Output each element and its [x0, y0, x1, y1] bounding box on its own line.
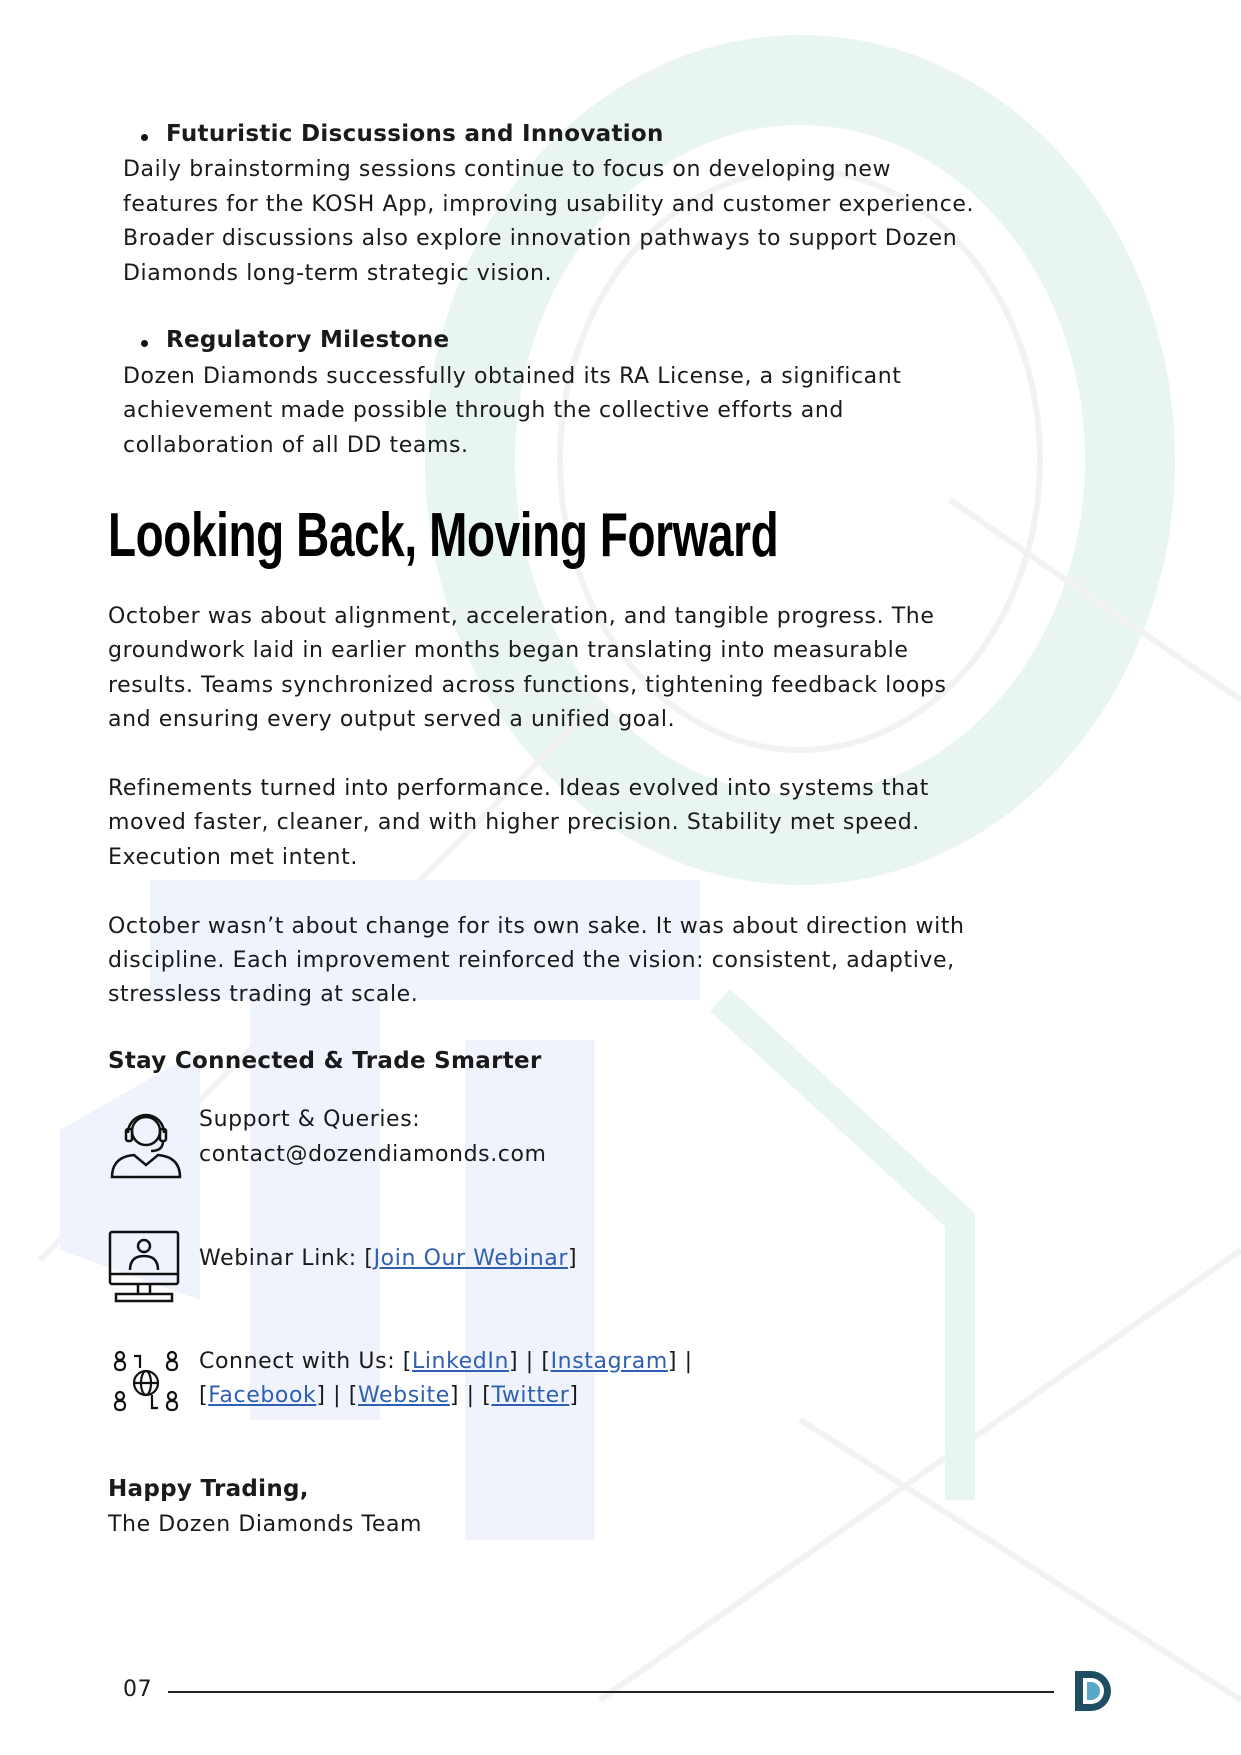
bullet-dot [141, 340, 148, 347]
paragraph-line: discipline. Each improvement reinforced the vision: consistent, adaptive, [108, 948, 955, 973]
section-heading: Regulatory Milestone [166, 327, 450, 353]
instagram-link[interactable]: Instagram [550, 1349, 668, 1374]
paragraph-line: October was about alignment, acceleration, and tangible progress. The [108, 604, 935, 629]
support-email[interactable]: contact@dozendiamonds.com [199, 1142, 547, 1167]
signoff-team: The Dozen Diamonds Team [108, 1512, 423, 1537]
webinar-label: Webinar Link: [199, 1246, 365, 1271]
website-link[interactable]: Website [357, 1383, 450, 1408]
linkedin-link[interactable]: LinkedIn [411, 1349, 509, 1374]
network-globe-icon [112, 1350, 180, 1416]
body-text: Broader discussions also explore innovation pathways to support Dozen [123, 226, 958, 251]
body-text: Diamonds long-term strategic vision. [123, 261, 553, 286]
paragraph-line: groundwork laid in earlier months began translating into measurable [108, 638, 909, 663]
webinar-link[interactable]: Join Our Webinar [373, 1246, 569, 1271]
social-row-1: Connect with Us: [LinkedIn] | [Instagram] | [199, 1349, 693, 1374]
footer-divider [168, 1691, 1054, 1693]
body-text: features for the KOSH App, improving usability and customer experience. [123, 192, 975, 217]
paragraph-line: and ensuring every output served a unified goal. [108, 707, 676, 732]
dozen-diamonds-logo-icon [1071, 1668, 1117, 1714]
bullet-dot [141, 134, 148, 141]
body-text: achievement made possible through the collective efforts and [123, 398, 844, 423]
webinar-row: Webinar Link: [Join Our Webinar] [199, 1246, 578, 1271]
signoff-greeting: Happy Trading, [108, 1476, 309, 1502]
connect-heading: Stay Connected & Trade Smarter [108, 1048, 542, 1074]
page-title: Looking Back, Moving Forward [108, 501, 779, 570]
paragraph-line: stressless trading at scale. [108, 982, 419, 1007]
headset-support-icon [108, 1107, 184, 1179]
social-label: Connect with Us: [199, 1349, 403, 1374]
twitter-link[interactable]: Twitter [491, 1383, 570, 1408]
social-row-2: [Facebook] | [Website] | [Twitter] [199, 1383, 579, 1408]
section-heading: Futuristic Discussions and Innovation [166, 121, 664, 147]
support-label: Support & Queries: [199, 1107, 421, 1132]
paragraph-line: October wasn’t about change for its own sake. It was about direction with [108, 914, 965, 939]
paragraph-line: Refinements turned into performance. Ideas evolved into systems that [108, 776, 930, 801]
computer-user-icon [108, 1230, 180, 1304]
body-text: Daily brainstorming sessions continue to focus on developing new [123, 157, 892, 182]
paragraph-line: Execution met intent. [108, 845, 358, 870]
page-number: 07 [123, 1677, 153, 1702]
paragraph-line: moved faster, cleaner, and with higher precision. Stability met speed. [108, 810, 920, 835]
facebook-link[interactable]: Facebook [208, 1383, 317, 1408]
paragraph-line: results. Teams synchronized across functions, tightening feedback loops [108, 673, 947, 698]
body-text: Dozen Diamonds successfully obtained its RA License, a significant [123, 364, 902, 389]
body-text: collaboration of all DD teams. [123, 433, 469, 458]
